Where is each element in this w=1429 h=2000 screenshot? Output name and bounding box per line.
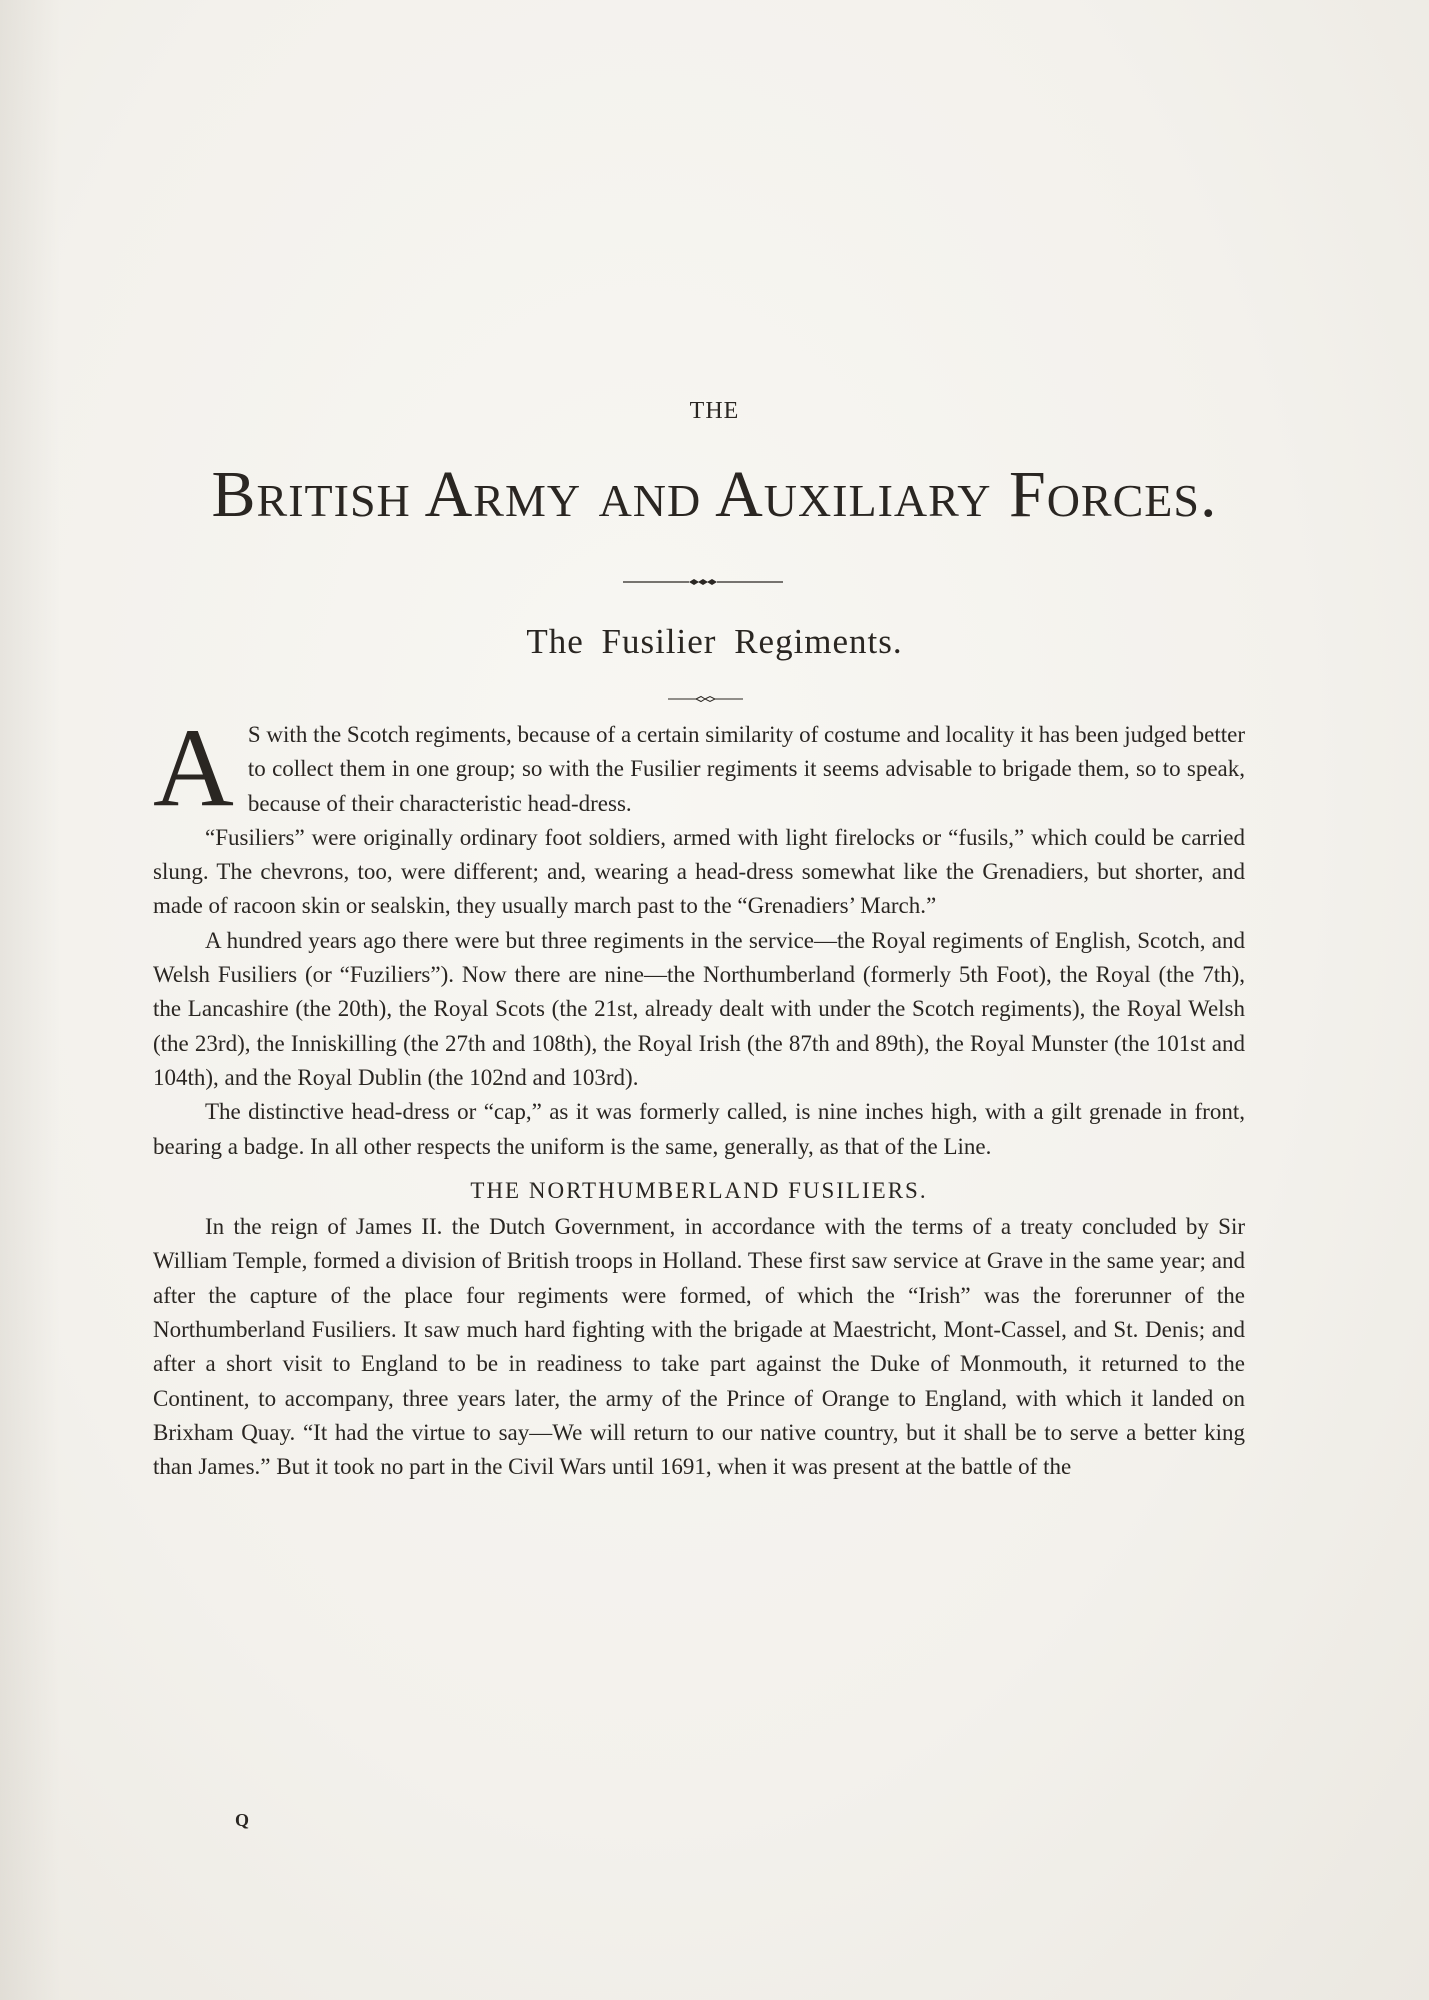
paragraph-3: A hundred years ago there were but three regiments in the service—the Royal regiments of English, Scotch, and Welsh Fusiliers (or “Fuziliers”). Now there are nine—the Northumberland (formerly 5th Foot), the Royal (the 7th), the Lancashire (the 20th), the Royal Scots (the 21st, already dealt with under the Scotch regiments), the Royal Welsh (the 23rd), the Inniskilling (the 27th and 108th), the Royal Irish (the 87th and 89th), the Royal Munster (the 101st and 104th), and the Royal Dublin (the 102nd and 103rd). [153,927,1245,1090]
section-title: The Fusilier Regiments. [526,622,903,661]
signature-mark: Q [235,1810,250,1830]
page-title: British Army and Auxiliary Forces. [211,458,1218,531]
subheading: THE NORTHUMBERLAND FUSILIERS. [470,1177,928,1203]
article-body [153,706,1245,1485]
paragraph-1-text: S with the Scotch regiments, because of a certain similarity of costume and locality it has been judged better to collect them in one group; so with the Fusilier regiments it seems advisable to brigade them, so to speak, because of their characteristic head-dress. [247,722,1245,816]
drop-cap: A [153,706,234,830]
paragraph-5: In the reign of James II. the Dutch Government, in accordance with the terms of a treaty concluded by Sir William Temple, formed a division of British troops in Holland. These first saw service at Grave in the same year; and after the capture of the place four regiments were formed, of which the “Irish” was the forerunner of the Northumberland Fusiliers. It saw much hard fighting with the brigade at Maestricht, Mont-Cassel, and St. Denis; and after a short visit to England to be in readiness to take part against the Duke of Monmouth, it returned to the Continent, to accompany, three years later, the army of the Prince of Orange to England, with which it landed on Brixham Quay. “It had the virtue to say—We will return to our native country, but it shall be to serve a better king than James.” But it took no part in the Civil Wars until 1691, when it was present at the battle of the [153,1214,1245,1480]
spine-shadow [0,0,60,2000]
title-prefix: THE [689,398,740,424]
paragraph-2: “Fusiliers” were originally ordinary foot soldiers, armed with light firelocks or “fusils,” which could be carried slung. The chevrons, too, were different; and, wearing a head-dress somewhat like the Grenadiers, but shorter, and made of racoon skin or sealskin, they usually march past to the “Grenadiers’ March.” [153,824,1245,919]
small-ornamental-rule-icon [668,694,743,704]
paragraph-4: The distinctive head-dress or “cap,” as it was formerly called, is nine inches high, with a gilt grenade in front, bearing a badge. In all other respects the uniform is the same, generally, as that of the Line. [153,1099,1245,1159]
ornamental-rule-icon [623,577,783,587]
paragraph-1 [153,706,1245,830]
